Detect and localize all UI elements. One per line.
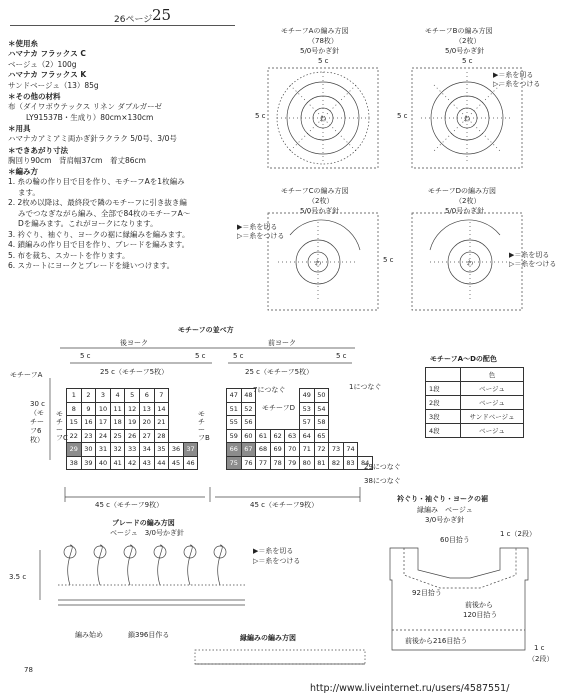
grid-cell: 72 xyxy=(314,443,329,457)
grid-cell: 7 xyxy=(154,389,169,403)
grid-cell: 47 xyxy=(227,389,242,403)
grid-cell: 42 xyxy=(125,456,140,470)
front-yoke-grid xyxy=(226,388,373,470)
motif-b-title: モチーフBの編み方図 xyxy=(425,27,493,35)
color-table-title: モチーフA〜Dの配色 xyxy=(430,355,497,363)
join-7: 7につなぐ xyxy=(253,386,286,394)
color-row-value: ベージュ xyxy=(461,424,524,438)
grid-cell: 38 xyxy=(67,456,82,470)
grid-cell xyxy=(285,389,300,403)
grid-cell: 14 xyxy=(154,402,169,416)
motif-b-height: 5 c xyxy=(397,112,408,120)
grid-cell: 69 xyxy=(270,443,285,457)
back-yoke-grid xyxy=(66,388,198,470)
grid-cell: 5 xyxy=(125,389,140,403)
dim-5c-4: 5 c xyxy=(336,352,347,360)
grid-cell: 61 xyxy=(256,429,271,443)
grid-cell: 45 xyxy=(169,456,184,470)
motif-d-center: わ xyxy=(466,259,474,267)
grid-cell: 39 xyxy=(81,456,96,470)
yarn2-name: ハマナカ フラックス K xyxy=(8,70,87,79)
grid-cell: 70 xyxy=(285,443,300,457)
color-row-label: 1段 xyxy=(426,382,461,396)
grid-cell xyxy=(270,402,285,416)
hem-92: 92目拾う xyxy=(412,589,442,597)
motif-d-join: ▷＝糸をつける xyxy=(509,260,557,268)
braid-title: ブレードの編み方図 xyxy=(112,519,175,527)
grid-cell: 52 xyxy=(241,402,256,416)
layout-title: モチーフの並べ方 xyxy=(178,326,234,334)
motif-a-title: モチーフAの編み方図 xyxy=(281,27,349,35)
motif-c-cut: ▶＝糸を切る xyxy=(237,223,278,231)
yarn1-spec: ベージュ（2）100g xyxy=(8,59,77,69)
front-yoke-label: 前ヨーク xyxy=(268,339,296,347)
grid-cell: 12 xyxy=(125,402,140,416)
grid-cell: 49 xyxy=(299,389,314,403)
grid-cell: 78 xyxy=(270,456,285,470)
step-line: 4. 鎖編みの作り目で目を作り、ブレードを編みます。 xyxy=(8,240,190,249)
yarn2-spec: サンドベージュ（13）85g xyxy=(8,80,99,90)
grid-cell: 10 xyxy=(96,402,111,416)
dim-45c-front: 45 c（モチーフ9枚） xyxy=(250,501,319,509)
grid-cell: 74 xyxy=(343,443,358,457)
dim-25c-back: 25 c（モチーフ5枚） xyxy=(100,368,169,376)
motif-b-center: わ xyxy=(463,115,471,123)
color-row-value: サンドベージュ xyxy=(461,410,524,424)
other2: LY91537B・生成り）80cm×130cm xyxy=(26,112,154,122)
step-line: ます。 xyxy=(18,187,40,197)
hem-2rows: （2段） xyxy=(528,655,554,663)
color-row-value: ベージュ xyxy=(461,396,524,410)
motif-d-count: （2枚） xyxy=(455,197,481,205)
back-yoke-label: 後ヨーク xyxy=(120,339,148,347)
grid-cell: 82 xyxy=(329,456,344,470)
braid-cut: ▶＝糸を切る xyxy=(253,547,294,555)
hem-subtitle2: 3/0号かぎ針 xyxy=(425,516,465,524)
motif-b-cut: ▶＝糸を切る xyxy=(493,71,534,79)
grid-cell: 79 xyxy=(285,456,300,470)
grid-cell: 76 xyxy=(241,456,256,470)
step-line: 1. 糸の輪の作り目で目を作り、モチーフAを1枚編み xyxy=(8,177,185,186)
motif-c-title: モチーフCの編み方図 xyxy=(281,187,349,195)
grid-cell: 41 xyxy=(110,456,125,470)
grid-cell: 62 xyxy=(270,429,285,443)
step-line: 5. 布を裁ち、スカートを作ります。 xyxy=(8,250,130,260)
grid-cell: 34 xyxy=(139,443,154,457)
grid-cell: 60 xyxy=(241,429,256,443)
grid-cell: 75 xyxy=(227,456,242,470)
grid-cell: 23 xyxy=(81,429,96,443)
yarn1-name: ハマナカ フラックス C xyxy=(8,49,86,58)
grid-cell: 63 xyxy=(285,429,300,443)
page-ref: 26ページ xyxy=(114,15,153,25)
footer-page-number: 78 xyxy=(24,666,33,674)
motif-a-center: わ xyxy=(319,115,327,123)
join-38: 38につなぐ xyxy=(364,477,401,485)
footer-url[interactable]: http://www.liveinternet.ru/users/4587551/ xyxy=(310,683,510,694)
other-title: ＊その他の材料 xyxy=(8,92,61,101)
edging-diagram xyxy=(195,650,365,664)
hem-1c-b: 1 c xyxy=(534,644,545,652)
grid-cell xyxy=(270,389,285,403)
edging-title: 縁編みの編み方図 xyxy=(240,634,296,642)
grid-cell: 11 xyxy=(110,402,125,416)
motif-b-join: ▷＝糸をつける xyxy=(493,80,541,88)
grid-cell: 21 xyxy=(154,416,169,430)
step-line: Dを編みます。これがヨークになります。 xyxy=(18,219,158,228)
grid-cell: 25 xyxy=(110,429,125,443)
motif-d-cut: ▶＝糸を切る xyxy=(509,251,550,259)
grid-cell: 50 xyxy=(314,389,329,403)
grid-cell: 18 xyxy=(110,416,125,430)
hem-outline xyxy=(390,548,528,650)
dim-25c-front: 25 c（モチーフ5枚） xyxy=(245,368,314,376)
grid-cell: 54 xyxy=(314,402,329,416)
grid-cell: 22 xyxy=(67,429,82,443)
step-line: 6. スカートにヨークとブレードを縫いつけます。 xyxy=(8,261,175,270)
color-row-value: ベージュ xyxy=(461,382,524,396)
grid-cell xyxy=(256,416,271,430)
grid-cell: 81 xyxy=(314,456,329,470)
grid-cell: 3 xyxy=(96,389,111,403)
grid-cell: 40 xyxy=(96,456,111,470)
grid-cell: 35 xyxy=(154,443,169,457)
dim-5c-2: 5 c xyxy=(195,352,206,360)
motif-c-center: わ xyxy=(314,259,322,267)
grid-cell: 59 xyxy=(227,429,242,443)
grid-cell: 73 xyxy=(329,443,344,457)
grid-cell: 80 xyxy=(299,456,314,470)
grid-cell xyxy=(256,389,271,403)
color-head: 色 xyxy=(461,368,524,382)
motif-d-title: モチーフDの編み方図 xyxy=(428,187,497,195)
grid-cell: 55 xyxy=(227,416,242,430)
tools-title: ＊用具 xyxy=(8,124,31,133)
grid-cell: 56 xyxy=(241,416,256,430)
motif-a-count: （78枚） xyxy=(308,37,338,45)
braid-join: ▷＝糸をつける xyxy=(253,557,301,565)
braid-chain: 鎖396目作る xyxy=(128,631,170,639)
grid-cell: 32 xyxy=(110,443,125,457)
hem-subtitle1: 縁編み ベージュ xyxy=(417,506,473,514)
grid-cell: 33 xyxy=(125,443,140,457)
grid-cell: 26 xyxy=(125,429,140,443)
motif-c-diagram xyxy=(268,213,378,310)
motif-b-width: 5 c xyxy=(462,57,473,65)
dim-45c-back: 45 c（モチーフ9枚） xyxy=(95,501,164,509)
motif-d-label: モチーフD xyxy=(262,404,296,412)
hem-1c: 1 c（2段） xyxy=(500,530,536,538)
grid-cell: 83 xyxy=(343,456,358,470)
grid-cell: 19 xyxy=(125,416,140,430)
grid-cell xyxy=(285,416,300,430)
grid-cell: 30 xyxy=(81,443,96,457)
grid-cell: 71 xyxy=(299,443,314,457)
grid-cell: 51 xyxy=(227,402,242,416)
step-line: 3. 衿ぐり、袖ぐり、ヨークの裾に縁編みを編みます。 xyxy=(8,229,190,239)
motif-d-hook: 5/0号かぎ針 xyxy=(445,207,485,215)
page-number: 25 xyxy=(152,6,172,24)
grid-cell: 43 xyxy=(139,456,154,470)
tools: ハマナカアミアミ両かぎ針ラクラク 5/0号、3/0号 xyxy=(8,134,177,143)
other1: 布（ダイワボウテックス リネン ダブルガーゼ xyxy=(8,102,162,111)
motif-a-label: モチーフA xyxy=(10,371,43,379)
grid-cell: 20 xyxy=(139,416,154,430)
grid-cell: 37 xyxy=(183,443,198,457)
grid-cell: 67 xyxy=(241,443,256,457)
size: 胸回り90cm 背肩幅37cm 着丈86cm xyxy=(8,155,146,165)
grid-cell: 58 xyxy=(314,416,329,430)
grid-cell: 77 xyxy=(256,456,271,470)
grid-cell: 84 xyxy=(358,456,373,470)
yarn-title: ＊使用糸 xyxy=(8,39,38,48)
grid-cell: 46 xyxy=(183,456,198,470)
grid-cell: 8 xyxy=(67,402,82,416)
motif-b-label: モチーフB xyxy=(198,410,210,442)
grid-cell: 1 xyxy=(67,389,82,403)
grid-cell: 24 xyxy=(96,429,111,443)
color-row-label: 3段 xyxy=(426,410,461,424)
dim-5c-3: 5 c xyxy=(233,352,244,360)
motif-a-hook: 5/0号かぎ針 xyxy=(300,47,340,55)
grid-cell: 13 xyxy=(139,402,154,416)
grid-cell: 16 xyxy=(81,416,96,430)
grid-cell: 57 xyxy=(299,416,314,430)
motif-c-hook: 5/0号かぎ針 xyxy=(300,207,340,215)
grid-cell: 9 xyxy=(81,402,96,416)
color-row-label: 4段 xyxy=(426,424,461,438)
join-29: 29につなぐ xyxy=(364,463,401,471)
grid-cell: 44 xyxy=(154,456,169,470)
motif-c-count: （2枚） xyxy=(308,197,334,205)
step-line: みでつなぎながら編み、全部で84枚のモチーフA〜 xyxy=(18,208,191,218)
grid-cell: 28 xyxy=(154,429,169,443)
braid-diagram xyxy=(40,545,245,605)
grid-cell xyxy=(270,416,285,430)
motif-a-height: 5 c xyxy=(255,112,266,120)
grid-cell: 68 xyxy=(256,443,271,457)
step-line: 2. 2枚め以降は、最終段で隣のモチーフに引き抜き編 xyxy=(8,198,187,207)
grid-cell: 29 xyxy=(67,443,82,457)
method-title: ＊編み方 xyxy=(8,167,38,176)
grid-cell: 17 xyxy=(96,416,111,430)
grid-cell xyxy=(256,402,271,416)
grid-cell: 64 xyxy=(299,429,314,443)
motif-c-join: ▷＝糸をつける xyxy=(237,232,285,240)
grid-cell: 4 xyxy=(110,389,125,403)
grid-cell: 66 xyxy=(227,443,242,457)
grid-cell: 31 xyxy=(96,443,111,457)
motif-b-count: （2枚） xyxy=(455,37,481,45)
motif-c-height: 5 c xyxy=(383,256,394,264)
grid-cell: 6 xyxy=(139,389,154,403)
hem-216: 前後から216目拾う xyxy=(405,637,468,645)
grid-cell: 2 xyxy=(81,389,96,403)
hem-60: 60目拾う xyxy=(440,536,470,544)
hem-title: 衿ぐり・袖ぐり・ヨークの裾 xyxy=(397,495,488,503)
grid-cell: 65 xyxy=(314,429,329,443)
grid-cell: 15 xyxy=(67,416,82,430)
braid-start: 編み始め xyxy=(75,631,103,639)
dim-30c: 30 c（モチーフ6枚） xyxy=(30,400,45,444)
grid-cell: 48 xyxy=(241,389,256,403)
join-1: 1につなぐ xyxy=(349,383,382,391)
grid-cell: 27 xyxy=(139,429,154,443)
hem-120b: 120目拾う xyxy=(463,611,498,619)
grid-cell: 53 xyxy=(299,402,314,416)
braid-subtitle: ベージュ 3/0号かぎ針 xyxy=(110,529,184,537)
grid-cell: 36 xyxy=(169,443,184,457)
braid-height: 3.5 c xyxy=(9,573,27,581)
dim-5c-1: 5 c xyxy=(80,352,91,360)
size-title: ＊できあがり寸法 xyxy=(8,145,68,155)
grid-cell xyxy=(285,402,300,416)
color-row-label: 2段 xyxy=(426,396,461,410)
color-table xyxy=(425,367,524,438)
motif-c-label: モチーフC xyxy=(56,410,68,442)
motif-b-hook: 5/0号かぎ針 xyxy=(445,47,485,55)
motif-a-width: 5 c xyxy=(318,57,329,65)
hem-120a: 前後から xyxy=(465,601,493,609)
